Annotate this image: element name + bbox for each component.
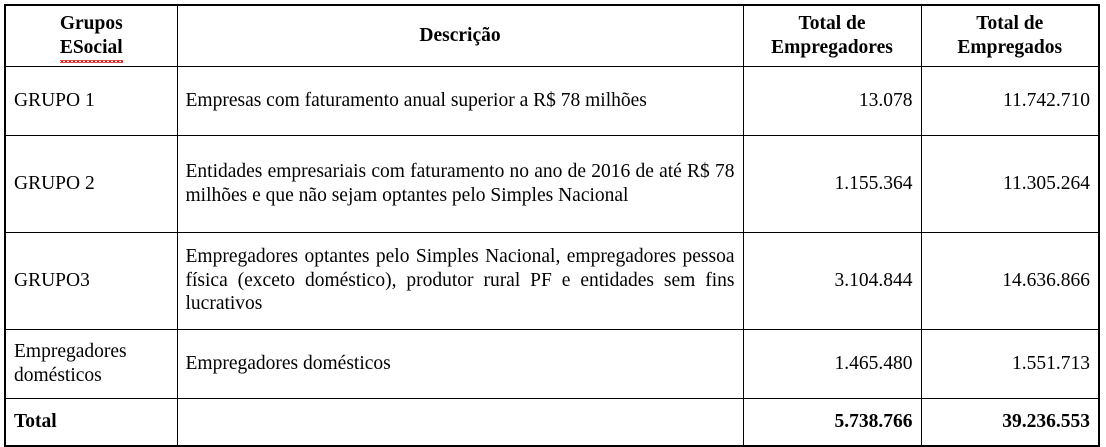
cell-description: Empregadores domésticos — [177, 329, 743, 398]
header-row — [5, 5, 1099, 66]
cell-total-label: Total — [5, 398, 177, 446]
table-row — [5, 135, 1099, 232]
cell-description: Empregadores optantes pelo Simples Nacional, empregadores pessoa física (exceto doméstico), produtor rural PF e entidades sem fins lucrativos — [177, 232, 743, 329]
cell-description: Empresas com faturamento anual superior a R$ 78 milhões — [177, 66, 743, 135]
cell-employers: 1.155.364 — [743, 135, 921, 232]
column-header-description: Descrição — [177, 5, 743, 66]
column-header-employees — [921, 5, 1099, 66]
column-header-employees-line1: Total de — [976, 13, 1044, 34]
cell-employees: 14.636.866 — [921, 232, 1099, 329]
column-header-group-line1: Grupos — [59, 13, 123, 34]
cell-employers: 1.465.480 — [743, 329, 921, 398]
cell-employees: 1.551.713 — [921, 329, 1099, 398]
cell-employees: 11.742.710 — [921, 66, 1099, 135]
column-header-employers-line1: Total de — [798, 13, 866, 34]
column-header-employers-line2: Empregadores — [771, 36, 893, 58]
table-row — [5, 66, 1099, 135]
column-header-group-line2 — [14, 36, 169, 60]
cell-group: Empregadores domésticos — [5, 329, 177, 398]
table-body — [5, 66, 1099, 446]
cell-group: GRUPO3 — [5, 232, 177, 329]
cell-employers: 3.104.844 — [743, 232, 921, 329]
cell-description: Entidades empresariais com faturamento no ano de 2016 de até R$ 78 milhões e que não sejam optantes pelo Simples Nacional — [177, 135, 743, 232]
table-row — [5, 232, 1099, 329]
table-header — [5, 5, 1099, 66]
cell-total-employees: 39.236.553 — [921, 398, 1099, 446]
cell-employees: 11.305.264 — [921, 135, 1099, 232]
table-row — [5, 329, 1099, 398]
cell-group: GRUPO 2 — [5, 135, 177, 232]
cell-employers: 13.078 — [743, 66, 921, 135]
esocial-groups-table — [4, 4, 1100, 447]
column-header-group — [5, 5, 177, 66]
column-header-employees-line2: Empregados — [957, 36, 1063, 58]
cell-group: GRUPO 1 — [5, 66, 177, 135]
column-header-employers — [743, 5, 921, 66]
table-total-row — [5, 398, 1099, 446]
cell-total-description — [177, 398, 743, 446]
column-header-group-line2-text: ESocial — [59, 36, 123, 58]
cell-total-employers: 5.738.766 — [743, 398, 921, 446]
